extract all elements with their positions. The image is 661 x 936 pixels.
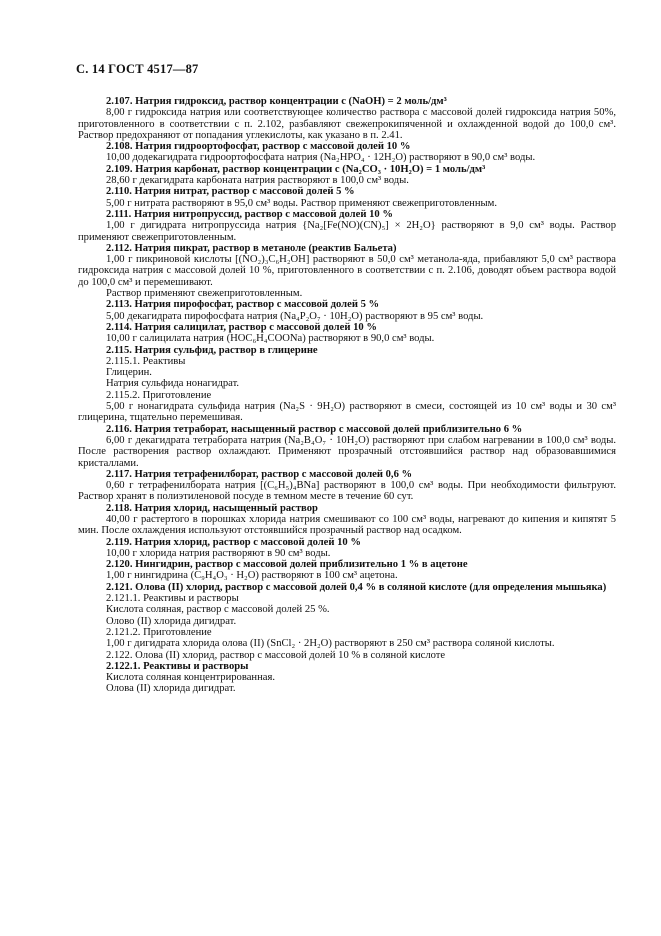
paragraph: Глицерин. <box>106 367 152 379</box>
paragraph: 1,00 г дигидрата хлорида олова (II) (SnCl₂ · 2H₂O) растворяют в 250 см³ раствора соляной кислоты. <box>106 638 555 650</box>
section-heading: 2.116. Натрия тетраборат, насыщенный раствор с массовой долей приблизительно 6 % <box>106 423 523 435</box>
paragraph: 2.121.2. Приготовление <box>106 626 212 638</box>
paragraph: Кислота соляная концентрированная. <box>106 672 275 684</box>
paragraph: Натрия сульфида нонагидрат. <box>106 378 240 390</box>
paragraph: 2.122. Олова (II) хлорид, раствор с массовой долей 10 % в соляной кислоте <box>106 649 446 661</box>
paragraph: 28,60 г декагидрата карбоната натрия растворяют в 100,0 см³ воды. <box>106 175 409 187</box>
section-heading: 2.122.1. Реактивы и растворы <box>106 660 249 672</box>
paragraph: 0,60 г тетрафенилбората натрия [(C₆H₅)₄BNa] растворяют в 100,0 см³ воды. При необходимости фильтруют. Раствор хранят в полиэтиленовой посуде в темном месте в течение 60 сут. <box>78 480 616 503</box>
paragraph: 5,00 г нитрата растворяют в 95,0 см³ воды. Раствор применяют свежеприготовленным. <box>106 197 497 209</box>
section-heading: 2.110. Натрия нитрат, раствор с массовой долей 5 % <box>106 186 355 198</box>
section-heading: 2.114. Натрия салицилат, раствор с массовой долей 10 % <box>106 321 377 333</box>
paragraph: Олова (II) хлорида дигидрат. <box>106 683 236 695</box>
section-heading: 2.117. Натрия тетрафенилборат, раствор с массовой долей 0,6 % <box>106 468 413 480</box>
section-heading: 2.119. Натрия хлорид, раствор с массовой долей 10 % <box>106 536 361 548</box>
section-heading: 2.118. Натрия хлорид, насыщенный раствор <box>106 502 318 514</box>
paragraph: 1,00 г пикриновой кислоты [(NO₂)₃C₆H₂OH] растворяют в 50,0 см³ метанола-яда, прибавляют 5,0 см³ раствора гидроксида натрия с массовой долей 10 %, приготовленного в соответствии с п. 2.106, доводят объем раствора водой до 100,0 см³ и перемешивают. <box>78 254 616 288</box>
document-body <box>78 96 616 695</box>
paragraph: 2.115.2. Приготовление <box>106 389 212 401</box>
section-heading: 2.108. Натрия гидроортофосфат, раствор с массовой долей 10 % <box>106 141 411 153</box>
section-heading: 2.111. Натрия нитропруссид, раствор с массовой долей 10 % <box>106 208 393 220</box>
paragraph: 5,00 г нонагидрата сульфида натрия (Na₂S · 9H₂O) растворяют в смеси, состоящей из 10 см³ воды и 30 см³ глицерина, тщательно перемешивая. <box>78 401 616 424</box>
paragraph: 10,00 додекагидрата гидроортофосфата натрия (Na₂HPO₄ · 12H₂O) растворяют в 90,0 см³ воды. <box>106 152 536 164</box>
paragraph: 5,00 декагидрата пирофосфата натрия (Na₄P₂O₇ · 10H₂O) растворяют в 95 см³ воды. <box>106 310 484 322</box>
section-heading: 2.115. Натрия сульфид, раствор в глицерине <box>106 344 318 356</box>
paragraph: 10,00 г салицилата натрия (HOC₆H₄COONa) растворяют в 90,0 см³ воды. <box>106 333 435 345</box>
paragraph: 2.115.1. Реактивы <box>106 355 186 367</box>
section-heading: 2.109. Натрия карбонат, раствор концентрации c (Na₂CO₃ · 10H₂O) = 1 моль/дм³ <box>106 163 486 175</box>
paragraph: Олово (II) хлорида дигидрат. <box>106 615 237 627</box>
paragraph: 8,00 г гидроксида натрия или соответствующее количество раствора с массовой долей гидроксида натрия 50%, приготовленного в соответствии с п. 2.102, разбавляют свежепрокипяченной и охлажденной водой до 100,0 см³. Раствор предохраняют от попадания углекислоты, как указано в п. 2.41. <box>78 107 616 141</box>
section-heading: 2.107. Натрия гидроксид, раствор концентрации c (NaOH) = 2 моль/дм³ <box>106 96 447 107</box>
section-heading: 2.113. Натрия пирофосфат, раствор с массовой долей 5 % <box>106 299 380 311</box>
section-heading: 2.121. Олова (II) хлорид, раствор с массовой долей 0,4 % в соляной кислоте (для определения мышьяка) <box>106 581 607 593</box>
paragraph: 10,00 г хлорида натрия растворяют в 90 см³ воды. <box>106 547 331 559</box>
page-header: С. 14 ГОСТ 4517—87 <box>76 62 199 76</box>
paragraph: 2.121.1. Реактивы и растворы <box>106 593 239 605</box>
paragraph: Кислота соляная, раствор с массовой долей 25 %. <box>106 604 330 616</box>
paragraph: 6,00 г декагидрата тетрабората натрия (Na₂B₄O₇ · 10H₂O) растворяют при слабом нагревании в 100,0 см³ воды. После растворения раствор охлаждают. Применяют прозрачный отстоявшийся раствор над образовавшимися кристаллами. <box>78 434 616 469</box>
paragraph: 1,00 г нингидрина (C₉H₄O₃ · H₂O) растворяют в 100 см³ ацетона. <box>106 570 398 582</box>
section-heading: 2.112. Натрия пикрат, раствор в метаноле (реактив Бальета) <box>106 242 397 254</box>
section-heading: 2.120. Нингидрин, раствор с массовой долей приблизительно 1 % в ацетоне <box>106 559 468 571</box>
paragraph: 40,00 г растертого в порошках хлорида натрия смешивают со 100 см³ воды, нагревают до кипения и кипятят 5 мин. После охлаждения используют отстоявшийся прозрачный раствор над осадком. <box>78 513 616 537</box>
paragraph: Раствор применяют свежеприготовленным. <box>106 288 303 300</box>
paragraph: 1,00 г дигидрата нитропруссида натрия {Na₂[Fe(NO)(CN)₅] × 2H₂O} растворяют в 9,0 см³ воды. Раствор применяют свежеприготовленным. <box>78 220 616 243</box>
